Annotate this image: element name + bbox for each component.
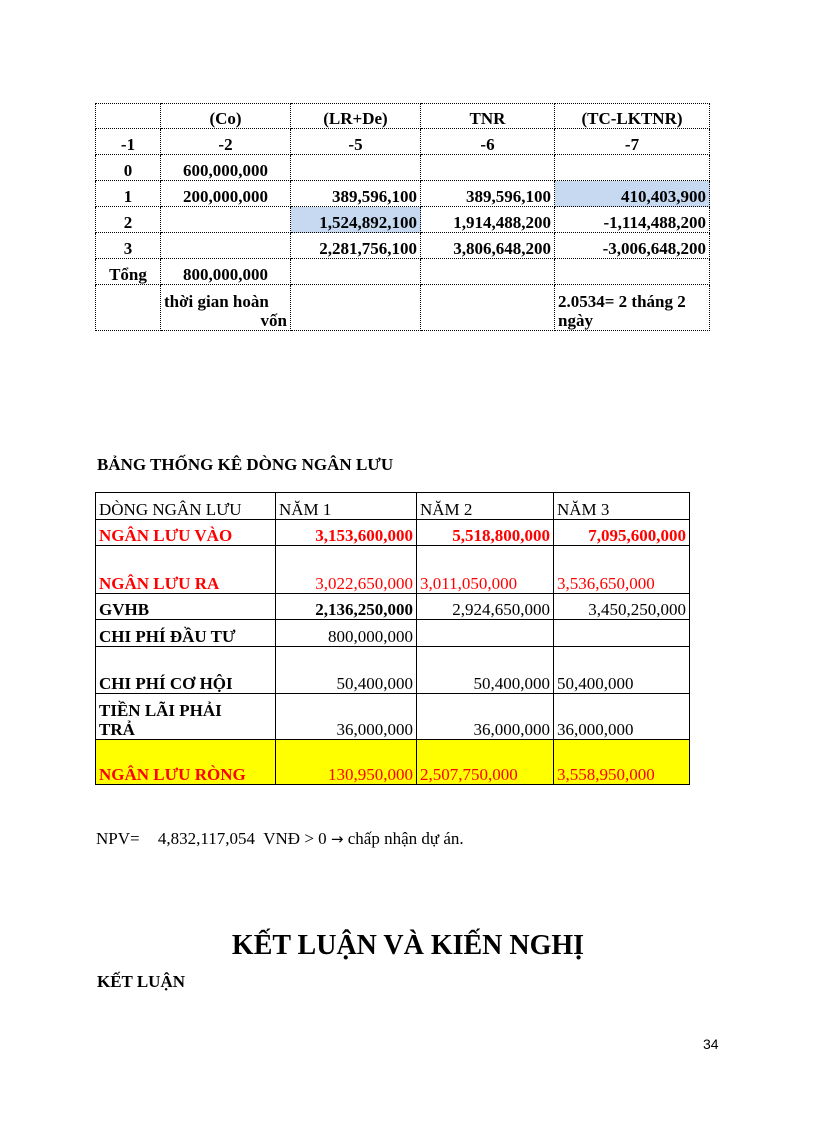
npv-unit: VNĐ > 0 bbox=[263, 829, 327, 848]
row-label: CHI PHÍ CƠ HỘI bbox=[96, 647, 276, 694]
npv-value: 4,832,117,054 bbox=[157, 829, 255, 848]
year-cell: 2 bbox=[96, 207, 161, 233]
payback-label-line2: vốn bbox=[260, 311, 287, 330]
payback-value-line1: 2.0534= 2 tháng 2 bbox=[558, 292, 686, 311]
index-cell: -6 bbox=[421, 129, 555, 155]
index-cell: -7 bbox=[555, 129, 710, 155]
value-cell bbox=[161, 233, 291, 259]
header-cell: DÒNG NGÂN LƯU bbox=[96, 493, 276, 520]
value-cell: 389,596,100 bbox=[421, 181, 555, 207]
cashflow-header-row bbox=[96, 493, 690, 520]
table-row bbox=[96, 647, 690, 694]
npv-statement bbox=[96, 829, 464, 849]
payback-time-row bbox=[96, 285, 710, 331]
npv-conclusion: chấp nhận dự án. bbox=[347, 829, 464, 848]
year-cell: 3 bbox=[96, 233, 161, 259]
value-cell: -3,006,648,200 bbox=[555, 233, 710, 259]
row-label: NGÂN LƯU VÀO bbox=[96, 520, 276, 546]
cashflow-table-title: BẢNG THỐNG KÊ DÒNG NGÂN LƯU bbox=[97, 455, 394, 474]
row-label-line2: TRẢ bbox=[99, 720, 135, 739]
value-cell: 50,400,000 bbox=[417, 647, 554, 694]
empty-cell bbox=[96, 285, 161, 331]
value-cell: 36,000,000 bbox=[276, 694, 417, 740]
index-cell: -5 bbox=[291, 129, 421, 155]
table-row bbox=[96, 694, 690, 740]
header-cell: NĂM 2 bbox=[417, 493, 554, 520]
value-cell: 2,136,250,000 bbox=[276, 594, 417, 620]
row-label bbox=[96, 694, 276, 740]
total-label: Tổng bbox=[96, 259, 161, 285]
page-number: 34 bbox=[703, 1036, 719, 1052]
value-cell: 3,022,650,000 bbox=[276, 546, 417, 594]
header-cell: (TC-LKTNR) bbox=[555, 104, 710, 129]
cashflow-table bbox=[95, 492, 690, 785]
value-cell: 3,806,648,200 bbox=[421, 233, 555, 259]
value-cell: 5,518,800,000 bbox=[417, 520, 554, 546]
value-cell bbox=[291, 259, 421, 285]
value-cell: 50,400,000 bbox=[554, 647, 690, 694]
value-cell: 2,924,650,000 bbox=[417, 594, 554, 620]
value-cell: 7,095,600,000 bbox=[554, 520, 690, 546]
value-cell bbox=[291, 155, 421, 181]
value-cell bbox=[554, 620, 690, 647]
value-cell: 36,000,000 bbox=[554, 694, 690, 740]
value-cell: 2,507,750,000 bbox=[417, 740, 554, 785]
payback-header-row bbox=[96, 104, 710, 129]
section-heading: KẾT LUẬN VÀ KIẾN NGHỊ bbox=[231, 930, 585, 961]
value-cell: 600,000,000 bbox=[161, 155, 291, 181]
value-cell: 50,400,000 bbox=[276, 647, 417, 694]
value-cell: 200,000,000 bbox=[161, 181, 291, 207]
header-cell: (LR+De) bbox=[291, 104, 421, 129]
highlighted-value-cell: 410,403,900 bbox=[555, 181, 710, 207]
payback-label-cell bbox=[161, 285, 291, 331]
value-cell: -1,114,488,200 bbox=[555, 207, 710, 233]
net-cashflow-row bbox=[96, 740, 690, 785]
year-cell: 0 bbox=[96, 155, 161, 181]
table-row bbox=[96, 594, 690, 620]
cash-inflow-row bbox=[96, 520, 690, 546]
value-cell: 36,000,000 bbox=[417, 694, 554, 740]
header-cell: NĂM 1 bbox=[276, 493, 417, 520]
right-arrow-icon: → bbox=[330, 830, 344, 848]
table-row bbox=[96, 155, 710, 181]
value-cell: 3,536,650,000 bbox=[554, 546, 690, 594]
row-label: GVHB bbox=[96, 594, 276, 620]
table-row bbox=[96, 181, 710, 207]
section-subheading: KẾT LUẬN bbox=[97, 972, 186, 991]
value-cell: 3,558,950,000 bbox=[554, 740, 690, 785]
highlighted-value-cell: 1,524,892,100 bbox=[291, 207, 421, 233]
header-cell: (Co) bbox=[161, 104, 291, 129]
row-label: NGÂN LƯU RA bbox=[96, 546, 276, 594]
value-cell bbox=[555, 259, 710, 285]
value-cell: 3,153,600,000 bbox=[276, 520, 417, 546]
row-label: NGÂN LƯU RÒNG bbox=[96, 740, 276, 785]
value-cell bbox=[417, 620, 554, 647]
value-cell: 389,596,100 bbox=[291, 181, 421, 207]
value-cell bbox=[161, 207, 291, 233]
table-row bbox=[96, 620, 690, 647]
payback-table bbox=[95, 103, 710, 331]
payback-label-line1: thời gian hoàn bbox=[164, 292, 269, 311]
value-cell bbox=[555, 155, 710, 181]
header-cell: TNR bbox=[421, 104, 555, 129]
header-cell bbox=[96, 104, 161, 129]
index-cell: -2 bbox=[161, 129, 291, 155]
value-cell: 2,281,756,100 bbox=[291, 233, 421, 259]
table-row bbox=[96, 207, 710, 233]
row-label-line1: TIỀN LÃI PHẢI bbox=[99, 701, 222, 720]
value-cell: 130,950,000 bbox=[276, 740, 417, 785]
year-cell: 1 bbox=[96, 181, 161, 207]
value-cell bbox=[421, 259, 555, 285]
value-cell: 3,450,250,000 bbox=[554, 594, 690, 620]
empty-cell bbox=[421, 285, 555, 331]
value-cell bbox=[421, 155, 555, 181]
table-row bbox=[96, 233, 710, 259]
total-value: 800,000,000 bbox=[161, 259, 291, 285]
total-row bbox=[96, 259, 710, 285]
payback-index-row bbox=[96, 129, 710, 155]
cash-outflow-row bbox=[96, 546, 690, 594]
value-cell: 800,000,000 bbox=[276, 620, 417, 647]
value-cell: 3,011,050,000 bbox=[417, 546, 554, 594]
empty-cell bbox=[291, 285, 421, 331]
value-cell: 1,914,488,200 bbox=[421, 207, 555, 233]
header-cell: NĂM 3 bbox=[554, 493, 690, 520]
payback-value-cell bbox=[555, 285, 710, 331]
row-label: CHI PHÍ ĐẦU TƯ bbox=[96, 620, 276, 647]
index-cell: -1 bbox=[96, 129, 161, 155]
payback-value-line2: ngày bbox=[558, 311, 593, 330]
npv-label: NPV= bbox=[96, 829, 140, 848]
